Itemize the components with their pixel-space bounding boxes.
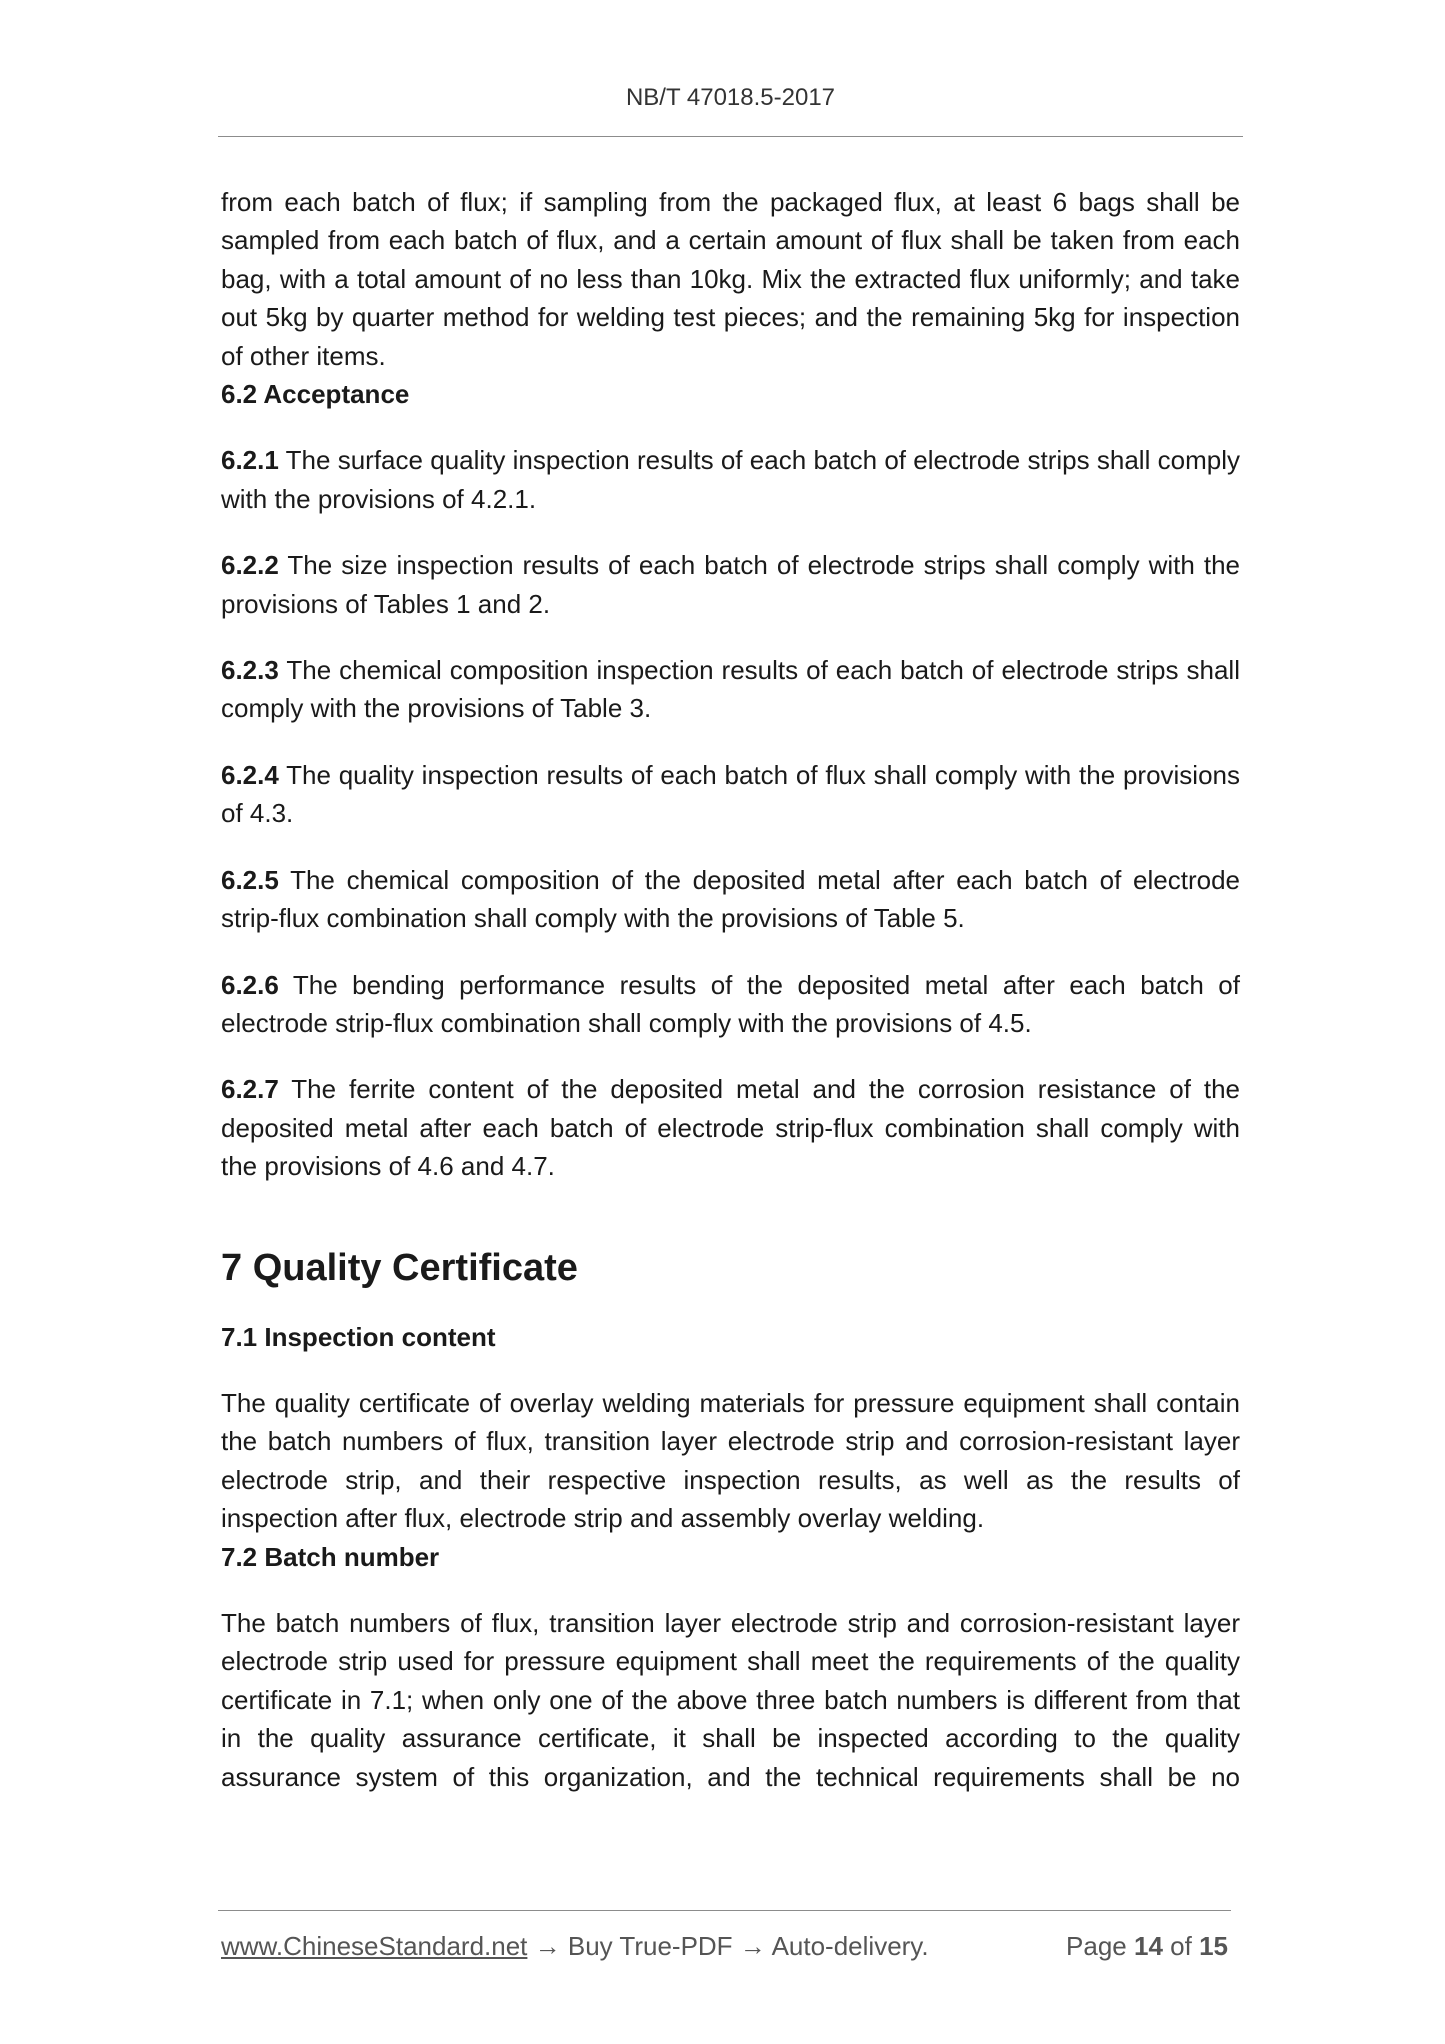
page-body	[221, 183, 1240, 1796]
footer-divider	[218, 1910, 1231, 1911]
clause-6-2-1	[221, 441, 1240, 518]
clause-6-2-7	[221, 1070, 1240, 1185]
page-word: Page	[1066, 1931, 1127, 1961]
header-divider	[218, 136, 1243, 137]
heading-section-7: 7 Quality Certificate	[221, 1246, 578, 1289]
clause-text: The bending performance results of the deposited metal after each batch of electrode strip-flux combination shall comply with the provisions of 4.5.	[221, 969, 1240, 1038]
clause-number: 6.2.1	[221, 445, 279, 476]
paragraph-7-1: The quality certificate of overlay welding materials for pressure equipment shall contain the batch numbers of flux, transition layer electrode strip and corrosion-resistant layer electrode strip, and their respective inspection results, as well as the results of inspection after flux, electrode strip and assembly overlay welding.	[221, 1387, 1240, 1534]
heading-7-2: 7.2 Batch number	[221, 1541, 440, 1572]
clause-6-2-3	[221, 651, 1240, 728]
clause-6-2-6	[221, 966, 1240, 1043]
clause-number: 6.2.4	[221, 759, 279, 790]
of-word: of	[1170, 1931, 1192, 1961]
clause-text: The chemical composition of the deposited metal after each batch of electrode strip-flux combination shall comply with the provisions of Table 5.	[221, 864, 1240, 934]
page-footer	[221, 1931, 1236, 1962]
heading-6-2: 6.2 Acceptance	[221, 379, 410, 410]
clause-6-2-5	[221, 861, 1240, 938]
clause-number: 6.2.2	[221, 550, 279, 581]
site-link[interactable]: www.ChineseStandard.net	[221, 1931, 528, 1961]
page-indicator	[1066, 1931, 1228, 1962]
running-header: NB/T 47018.5-2017	[625, 84, 836, 111]
intro-paragraph: from each batch of flux; if sampling from the packaged flux, at least 6 bags shall be sampled from each batch of flux, and a certain amount of flux shall be taken from each bag, with a total amount of no less than 10kg. Mix the extracted flux uniformly; and take out 5kg by quarter method for welding test pieces; and the remaining 5kg for inspection of other items.	[221, 187, 1240, 371]
clause-6-2-4	[221, 756, 1240, 833]
clause-number: 6.2.7	[221, 1074, 279, 1105]
promo-text: → Buy True-PDF → Auto-delivery.	[527, 1931, 929, 1961]
clause-text: The size inspection results of each batch of electrode strips shall comply with the provisions of Tables 1 and 2.	[221, 550, 1240, 619]
page-current: 14	[1134, 1931, 1163, 1961]
clause-text: The surface quality inspection results of each batch of electrode strips shall comply with the provisions of 4.2.1.	[221, 445, 1240, 514]
clause-number: 6.2.5	[221, 864, 279, 895]
clause-number: 6.2.3	[221, 655, 279, 686]
paragraph-7-2: The batch numbers of flux, transition layer electrode strip and corrosion-resistant layer electrode strip used for pressure equipment shall meet the requirements of the quality certificate in 7.1; when only one of the above three batch numbers is different from that in the quality assurance certificate, it shall be inspected according to the quality assurance system of this organization, and the technical requirements shall be no	[221, 1607, 1240, 1792]
page-total: 15	[1199, 1931, 1228, 1961]
clause-text: The quality inspection results of each batch of flux shall comply with the provisions of 4.3.	[221, 759, 1240, 829]
clause-text: The chemical composition inspection results of each batch of electrode strips shall comply with the provisions of Table 3.	[221, 655, 1240, 724]
clause-text: The ferrite content of the deposited metal and the corrosion resistance of the deposited metal after each batch of electrode strip-flux combination shall comply with the provisions of 4.6 and 4.7.	[221, 1074, 1240, 1182]
clause-6-2-2	[221, 546, 1240, 623]
heading-7-1: 7.1 Inspection content	[221, 1321, 496, 1352]
clause-number: 6.2.6	[221, 969, 279, 1000]
